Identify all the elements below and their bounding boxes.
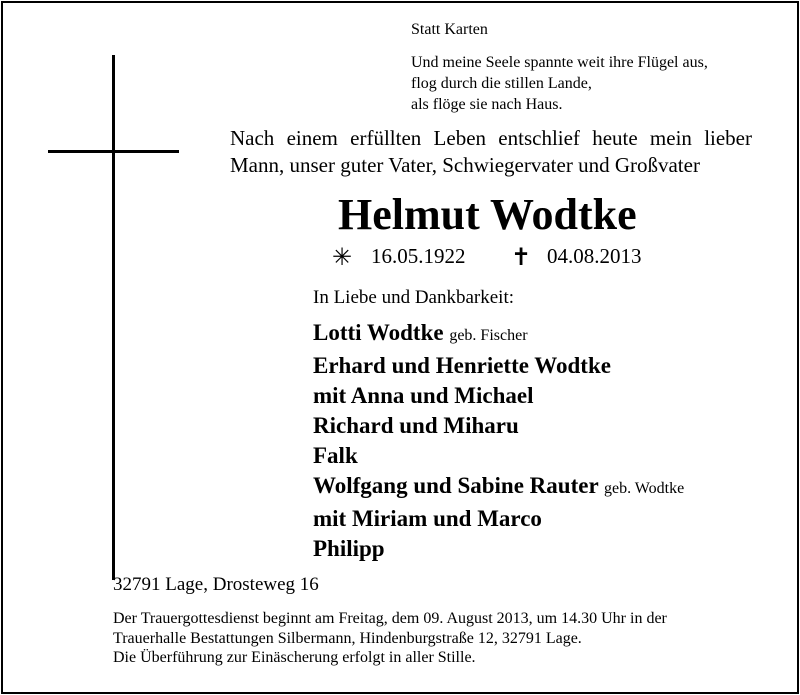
statt-karten-text: Statt Karten — [411, 21, 488, 38]
intro-line: Mann, unser guter Vater, Schwiegervater und Großvater — [230, 153, 700, 177]
cross-vertical-bar — [112, 55, 115, 580]
poem-line: flog durch die stillen Lande, — [411, 75, 592, 92]
service-line: Die Überführung zur Einäscherung erfolgt in aller Stille. — [113, 649, 476, 666]
mourner-row — [313, 381, 684, 411]
mourner-row — [313, 351, 684, 381]
mourner-name: Philipp — [313, 536, 385, 561]
death-cross-icon: ✝ — [511, 245, 532, 271]
mourner-name: Erhard und Henriette Wodtke — [313, 353, 611, 378]
mourner-row — [313, 504, 684, 534]
birth-date: 16.05.1922 — [371, 244, 466, 268]
mourner-name: mit Anna und Michael — [313, 383, 534, 408]
mourner-name: Lotti Wodtke — [313, 320, 444, 345]
mourner-name: Falk — [313, 443, 358, 468]
poem-line: als flöge sie nach Haus. — [411, 96, 563, 113]
cross-horizontal-bar — [48, 150, 179, 153]
mourners-list — [313, 318, 684, 564]
mourner-row — [313, 441, 684, 471]
birth-star-icon: ✳ — [332, 245, 353, 271]
service-info — [113, 609, 667, 668]
mourner-row — [313, 471, 684, 504]
intro-text — [230, 125, 752, 179]
mourner-note: geb. Fischer — [449, 327, 528, 344]
family-address: 32791 Lage, Drosteweg 16 — [113, 574, 319, 595]
deceased-name: Helmut Wodtke — [338, 190, 637, 239]
mourner-row — [313, 318, 684, 351]
mourner-row — [313, 411, 684, 441]
mourner-name: Wolfgang und Sabine Rauter — [313, 473, 599, 498]
poem — [411, 52, 708, 115]
mourners-intro: In Liebe und Dankbarkeit: — [313, 287, 515, 308]
mourner-row — [313, 534, 684, 564]
intro-line: Nach einem erfüllten Leben entschlief heute mein lieber — [230, 126, 752, 150]
mourner-name: mit Miriam und Marco — [313, 506, 542, 531]
service-line: Der Trauergottesdienst beginnt am Freitag, dem 09. August 2013, um 14.30 Uhr in der — [113, 610, 667, 627]
mourner-note: geb. Wodtke — [603, 480, 685, 497]
poem-line: Und meine Seele spannte weit ihre Flügel aus, — [411, 54, 708, 71]
death-date: 04.08.2013 — [547, 244, 642, 268]
service-line: Trauerhalle Bestattungen Silbermann, Hindenburgstraße 12, 32791 Lage. — [113, 629, 582, 647]
mourner-name: Richard und Miharu — [313, 413, 519, 438]
